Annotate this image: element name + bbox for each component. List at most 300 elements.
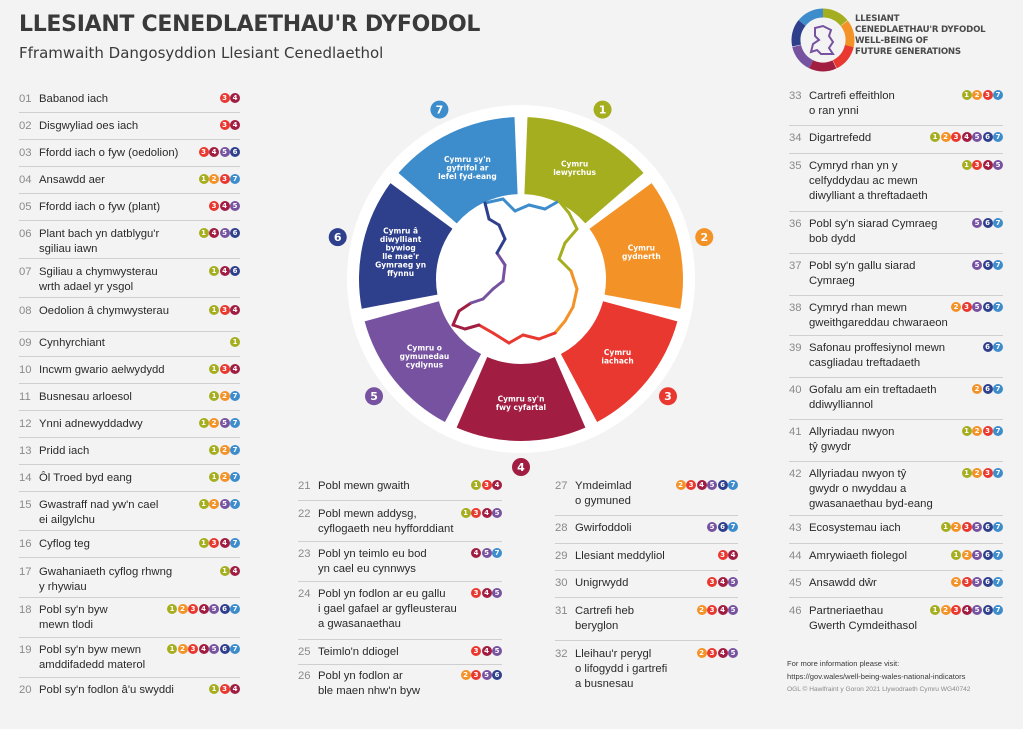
goal-badge: 3 [983, 468, 993, 478]
goal-badge: 2 [209, 499, 219, 509]
indicator-name: Ymdeimlad o gymuned [575, 480, 632, 507]
goal-badge: 1 [209, 684, 219, 694]
indicator-number: 09 [19, 337, 32, 349]
goal-badge: 6 [983, 522, 993, 532]
indicator-name: Ecosystemau iach [809, 522, 901, 534]
goal-badge: 1 [471, 480, 481, 490]
goal-label-6: Cymru â diwylliant bywiog lle mae'r Gymraeg yn ffynnu [375, 226, 427, 278]
indicator-number: 42 [789, 468, 802, 480]
goal-badge: 5 [220, 147, 230, 157]
indicator-name: Cynhyrchiant [39, 337, 105, 349]
goal-badges [471, 480, 503, 490]
indicator-number: 26 [298, 670, 311, 682]
goal-badge: 2 [972, 468, 982, 478]
goal-badge: 7 [728, 522, 738, 532]
indicator-name: Pobl sy'n fodlon â'u swyddi [39, 684, 174, 696]
goal-badge: 7 [993, 132, 1003, 142]
goal-badges [940, 522, 1003, 532]
goal-badge: 3 [707, 648, 717, 658]
goal-badge: 5 [220, 228, 230, 238]
indicator-name: Pobl sy'n siarad Cymraeg bob dydd [809, 218, 938, 245]
goal-badge: 6 [220, 644, 230, 654]
goal-badges [219, 120, 240, 130]
indicator-number: 15 [19, 499, 32, 511]
goal-badge: 3 [983, 426, 993, 436]
goal-badge: 5 [707, 522, 717, 532]
goal-badges [471, 646, 503, 656]
indicator-name: Amrywiaeth fiolegol [809, 550, 907, 562]
goal-badges [951, 550, 1004, 560]
indicator-number: 24 [298, 588, 311, 600]
goal-badges [471, 548, 503, 558]
goal-number: 1 [598, 103, 607, 117]
goal-badge: 1 [941, 522, 951, 532]
goal-number: 4 [517, 461, 525, 474]
goal-badge: 7 [993, 468, 1003, 478]
indicator-item [298, 587, 502, 633]
goal-badges [198, 418, 240, 428]
goal-badges [961, 90, 1003, 100]
goal-badge: 6 [983, 260, 993, 270]
goal-badge: 5 [972, 132, 982, 142]
goal-badge: 4 [230, 120, 240, 130]
goal-badge: 5 [492, 508, 502, 518]
indicator-name: Ynni adnewyddadwy [39, 418, 143, 430]
logo-line: CENEDLAETHAU'R DYFODOL [855, 25, 986, 35]
indicator-item [789, 259, 1003, 305]
goal-badges [198, 174, 240, 184]
indicator-number: 20 [19, 684, 32, 696]
goal-badge: 5 [972, 577, 982, 587]
goal-badge: 2 [972, 90, 982, 100]
goal-badge: 3 [220, 93, 230, 103]
goal-badge: 7 [230, 538, 240, 548]
goal-badge: 6 [718, 522, 728, 532]
goal-badges [696, 605, 738, 615]
footer-link[interactable]: https://gov.wales/well-being-wales-national-indicators [787, 672, 966, 681]
goal-badge: 3 [686, 480, 696, 490]
goal-badge: 4 [209, 228, 219, 238]
goal-badges [209, 364, 241, 374]
goal-badge: 7 [230, 445, 240, 455]
goal-badge: 3 [188, 644, 198, 654]
goal-badge: 3 [471, 588, 481, 598]
indicator-name: Disgwyliad oes iach [39, 120, 139, 132]
goal-badge: 4 [482, 508, 492, 518]
goal-badge: 2 [941, 605, 951, 615]
goal-label-7: Cymru sy'n gyfrifol ar lefel fyd-eang [438, 155, 497, 182]
goal-badges [972, 260, 1004, 270]
goal-badge: 2 [941, 132, 951, 142]
goal-badge: 6 [718, 480, 728, 490]
goal-badges [961, 160, 1003, 170]
goal-badge: 3 [471, 508, 481, 518]
goal-badge: 7 [993, 90, 1003, 100]
goal-badge: 4 [718, 648, 728, 658]
goal-badge: 2 [220, 472, 230, 482]
indicator-number: 11 [19, 391, 31, 403]
goal-label-3: Cymru iachach [601, 347, 634, 366]
goal-badges [717, 550, 738, 560]
indicator-number: 23 [298, 548, 311, 560]
goal-badges [209, 445, 241, 455]
logo-line: WELL-BEING OF [855, 36, 929, 46]
goal-badges [167, 604, 241, 614]
goal-badges [460, 670, 502, 680]
goal-badge: 6 [983, 577, 993, 587]
goal-badge: 2 [676, 480, 686, 490]
indicator-item [789, 341, 1003, 387]
goal-badge: 7 [993, 577, 1003, 587]
goal-badge: 1 [209, 305, 219, 315]
goal-badges [219, 93, 240, 103]
goal-badge: 2 [972, 426, 982, 436]
footer-copyright: OGL © Hawlfraint y Goron 2021 Llywodraeth Cymru WG40742 [787, 686, 971, 693]
indicator-name: Oedolion â chymwysterau [39, 305, 169, 317]
goal-badge: 7 [993, 218, 1003, 228]
goal-badge: 5 [492, 646, 502, 656]
indicator-name: Allyriadau nwyon tŷ gwydr [809, 426, 895, 453]
wellbeing-goals-wheel [333, 93, 709, 474]
indicator-name: Ffordd iach o fyw (plant) [39, 201, 161, 213]
goal-badge: 3 [188, 604, 198, 614]
goal-badge: 7 [728, 480, 738, 490]
goal-badge: 1 [209, 472, 219, 482]
goal-badge: 4 [199, 604, 209, 614]
goal-badge: 2 [461, 670, 471, 680]
indicator-name: Ansawdd dŵr [809, 577, 877, 589]
goal-badge: 6 [983, 384, 993, 394]
goal-badges [707, 522, 739, 532]
goal-badges [460, 508, 502, 518]
goal-badge: 7 [230, 644, 240, 654]
goal-badges [961, 468, 1003, 478]
goal-badge: 1 [167, 644, 177, 654]
goal-badge: 3 [209, 538, 219, 548]
goal-badge: 4 [230, 305, 240, 315]
goal-badge: 5 [220, 499, 230, 509]
goal-label-2: Cymru gydnerth [622, 243, 661, 261]
indicator-name: Incwm gwario aelwydydd [39, 364, 165, 376]
goal-number: 7 [435, 103, 444, 117]
goal-badges [951, 302, 1004, 312]
indicator-number: 37 [789, 260, 802, 272]
page-title: LLESIANT CENEDLAETHAU'R DYFODOL [19, 12, 481, 37]
goal-badge: 5 [492, 588, 502, 598]
goal-badge: 3 [220, 120, 230, 130]
goal-badge: 1 [962, 90, 972, 100]
indicator-item [789, 383, 1003, 429]
indicator-number: 25 [298, 646, 311, 658]
goal-badge: 5 [972, 302, 982, 312]
goal-badge: 4 [962, 605, 972, 615]
goal-badge: 7 [993, 302, 1003, 312]
future-generations-logo [793, 10, 853, 70]
indicator-name: Cymryd rhan mewn gweithgareddau chwaraeon [809, 302, 948, 329]
goal-badges [230, 337, 241, 347]
indicator-item [19, 683, 240, 729]
indicator-name: Busnesau arloesol [39, 391, 132, 403]
indicator-number: 08 [19, 305, 32, 317]
goal-badge: 7 [993, 426, 1003, 436]
goal-badge: 1 [962, 426, 972, 436]
goal-badges [209, 472, 241, 482]
goal-badge: 3 [471, 646, 481, 656]
indicator-name: Gwirfoddoli [575, 522, 632, 534]
goal-badge: 4 [697, 480, 707, 490]
goal-badge: 4 [220, 538, 230, 548]
goal-badge: 3 [220, 174, 230, 184]
goal-badges [707, 577, 739, 587]
goal-badge: 4 [983, 160, 993, 170]
logo-line: FUTURE GENERATIONS [855, 47, 961, 57]
goal-badge: 1 [461, 508, 471, 518]
goal-badge: 6 [492, 670, 502, 680]
goal-badge: 5 [230, 201, 240, 211]
goal-badge: 4 [199, 644, 209, 654]
goal-badge: 3 [209, 201, 219, 211]
goal-badge: 1 [951, 550, 961, 560]
goal-badge: 2 [178, 604, 188, 614]
goal-badge: 7 [230, 472, 240, 482]
goal-badge: 2 [697, 605, 707, 615]
goal-badge: 6 [983, 342, 993, 352]
goal-badge: 6 [983, 132, 993, 142]
indicator-name: Ffordd iach o fyw (oedolion) [39, 147, 179, 159]
goal-badge: 7 [230, 604, 240, 614]
goal-badge: 1 [167, 604, 177, 614]
indicator-name: Babanod iach [39, 93, 109, 105]
goal-badge: 7 [993, 605, 1003, 615]
indicator-name: Safonau proffesiynol mewn casgliadau treftadaeth [809, 342, 946, 369]
goal-badge: 5 [482, 670, 492, 680]
goal-badge: 4 [728, 550, 738, 560]
goal-badge: 4 [482, 646, 492, 656]
goal-badge: 6 [230, 228, 240, 238]
indicator-number: 33 [789, 90, 802, 102]
indicator-item [789, 467, 1003, 513]
goal-badge: 2 [951, 522, 961, 532]
indicator-number: 27 [555, 480, 568, 492]
indicator-name: Pridd iach [39, 445, 90, 457]
goal-badge: 3 [951, 132, 961, 142]
goal-badges [198, 538, 240, 548]
goal-badges [930, 132, 1004, 142]
goal-badge: 2 [962, 550, 972, 560]
goal-badge: 7 [230, 499, 240, 509]
goal-badge: 4 [230, 684, 240, 694]
goal-badge: 3 [972, 160, 982, 170]
logo-line: LLESIANT [855, 14, 900, 24]
indicator-number: 44 [789, 550, 802, 562]
goal-badges [972, 218, 1004, 228]
indicator-name: Ôl Troed byd eang [39, 472, 132, 484]
indicator-item [789, 217, 1003, 263]
indicator-name: Teimlo'n ddiogel [318, 646, 399, 658]
indicator-item [298, 669, 502, 715]
indicator-name: Pobl yn fodlon ar eu gallu i gael gafael ar gyfleusterau a gwasanaethau [318, 588, 457, 630]
goal-badge: 5 [728, 577, 738, 587]
goal-badge: 1 [930, 132, 940, 142]
goal-badge: 2 [697, 648, 707, 658]
goal-badge: 7 [492, 548, 502, 558]
indicator-number: 04 [19, 174, 32, 186]
goal-badge: 4 [482, 588, 492, 598]
goal-badge: 7 [993, 522, 1003, 532]
goal-badge: 1 [209, 445, 219, 455]
indicator-name: Llesiant meddyliol [575, 550, 665, 562]
goal-badges [930, 605, 1004, 615]
goal-badge: 5 [707, 480, 717, 490]
indicator-number: 12 [19, 418, 32, 430]
goal-badge: 5 [209, 644, 219, 654]
goal-badges [471, 588, 503, 598]
goal-badges [209, 266, 241, 276]
indicator-name: Pobl yn fodlon ar ble maen nhw'n byw [318, 670, 421, 697]
goal-badge: 2 [220, 391, 230, 401]
goal-badges [198, 228, 240, 238]
goal-badge: 4 [962, 132, 972, 142]
goal-label-1: Cymru lewyrchus [553, 159, 596, 177]
goal-badges [209, 684, 241, 694]
goal-badge: 5 [972, 550, 982, 560]
indicator-number: 29 [555, 550, 568, 562]
goal-badge: 5 [972, 260, 982, 270]
goal-badge: 4 [209, 147, 219, 157]
indicator-name: Partneriaethau Gwerth Cymdeithasol [809, 605, 917, 632]
indicator-name: Pobl sy'n gallu siarad Cymraeg [809, 260, 916, 287]
goal-badge: 6 [983, 302, 993, 312]
goal-badges [198, 499, 240, 509]
goal-badges [696, 648, 738, 658]
indicator-number: 07 [19, 266, 32, 278]
goal-badge: 3 [962, 577, 972, 587]
goal-badges [961, 426, 1003, 436]
goal-badge: 3 [482, 480, 492, 490]
goal-badge: 5 [728, 648, 738, 658]
indicator-name: Pobl sy'n byw mewn amddifadedd materol [39, 644, 146, 671]
goal-badge: 2 [209, 418, 219, 428]
goal-badge: 2 [178, 644, 188, 654]
goal-badge: 5 [482, 548, 492, 558]
indicator-item [555, 647, 738, 693]
indicator-name: Allyriadau nwyon tŷ gwydr o nwyddau a gwasanaethau byd-eang [809, 468, 933, 510]
goal-badges [209, 391, 241, 401]
goal-badge: 1 [220, 566, 230, 576]
indicator-name: Gofalu am ein treftadaeth ddiwylliannol [809, 384, 937, 411]
indicator-number: 22 [298, 508, 311, 520]
goal-badge: 2 [972, 384, 982, 394]
indicator-number: 02 [19, 120, 32, 132]
indicator-number: 30 [555, 577, 568, 589]
goal-badge: 3 [962, 302, 972, 312]
indicator-item [555, 479, 738, 525]
goal-badge: 2 [209, 174, 219, 184]
goal-badge: 5 [728, 605, 738, 615]
goal-badge: 3 [199, 147, 209, 157]
goal-number: 5 [370, 390, 378, 404]
goal-badge: 3 [220, 684, 230, 694]
goal-label-5: Cymru o gymunedau cydlynus [399, 343, 450, 370]
goal-badge: 6 [230, 147, 240, 157]
indicator-name: Plant bach yn datblygu'r sgiliau iawn [39, 228, 160, 255]
goal-badge: 3 [707, 577, 717, 587]
indicator-item [789, 604, 1003, 650]
goal-badge: 1 [199, 228, 209, 238]
indicator-number: 16 [19, 538, 32, 550]
indicator-number: 34 [789, 132, 802, 144]
goal-badge: 7 [230, 418, 240, 428]
footer-info: For more information please visit: [787, 659, 900, 668]
footer [787, 657, 970, 696]
indicator-number: 32 [555, 648, 568, 660]
indicator-name: Cyflog teg [39, 538, 90, 550]
goal-badge: 1 [209, 266, 219, 276]
indicator-name: Sgiliau a chymwysterau wrth adael yr ysgol [39, 266, 158, 293]
goal-badges [209, 305, 241, 315]
goal-badge: 5 [220, 418, 230, 428]
goal-badge: 1 [199, 538, 209, 548]
goal-badge: 6 [230, 266, 240, 276]
indicator-item [789, 425, 1003, 471]
indicator-number: 19 [19, 644, 32, 656]
goal-badge: 1 [199, 499, 209, 509]
goal-badges [675, 480, 738, 490]
goal-badge: 7 [993, 342, 1003, 352]
goal-badge: 4 [230, 93, 240, 103]
goal-badge: 1 [199, 174, 209, 184]
indicator-name: Pobl sy'n byw mewn tlodi [39, 604, 108, 631]
indicator-number: 10 [19, 364, 32, 376]
goal-badges [219, 566, 240, 576]
goal-badges [972, 384, 1004, 394]
goal-badge: 2 [951, 577, 961, 587]
goal-badge: 4 [492, 480, 502, 490]
indicator-name: Cymryd rhan yn y celfyddydau ac mewn diwylliant a threftadaeth [809, 160, 928, 202]
goal-badge: 7 [993, 384, 1003, 394]
goal-badge: 2 [220, 445, 230, 455]
goal-badges [951, 577, 1004, 587]
goal-badge: 4 [718, 577, 728, 587]
divider [789, 211, 1003, 212]
goal-badges [209, 201, 241, 211]
goal-badge: 7 [993, 550, 1003, 560]
goal-badge: 7 [993, 260, 1003, 270]
goal-badge: 7 [230, 391, 240, 401]
goal-badge: 6 [220, 604, 230, 614]
indicator-number: 40 [789, 384, 802, 396]
indicator-name: Pobl mewn gwaith [318, 480, 410, 492]
indicator-number: 36 [789, 218, 802, 230]
indicator-number: 31 [555, 605, 568, 617]
indicator-number: 03 [19, 147, 32, 159]
wales-map-outline [503, 265, 505, 281]
goal-badge: 5 [972, 522, 982, 532]
goal-badge: 5 [972, 605, 982, 615]
goal-badge: 1 [230, 337, 240, 347]
indicator-number: 21 [298, 480, 311, 492]
divider [789, 515, 1003, 516]
goal-badge: 3 [707, 605, 717, 615]
indicator-number: 28 [555, 522, 568, 534]
goal-number: 6 [333, 231, 342, 245]
goal-badge: 4 [220, 201, 230, 211]
goal-number: 3 [664, 390, 672, 404]
goal-badge: 1 [209, 391, 219, 401]
goal-badges [167, 644, 241, 654]
goal-badge: 4 [230, 364, 240, 374]
goal-badge: 3 [220, 364, 230, 374]
